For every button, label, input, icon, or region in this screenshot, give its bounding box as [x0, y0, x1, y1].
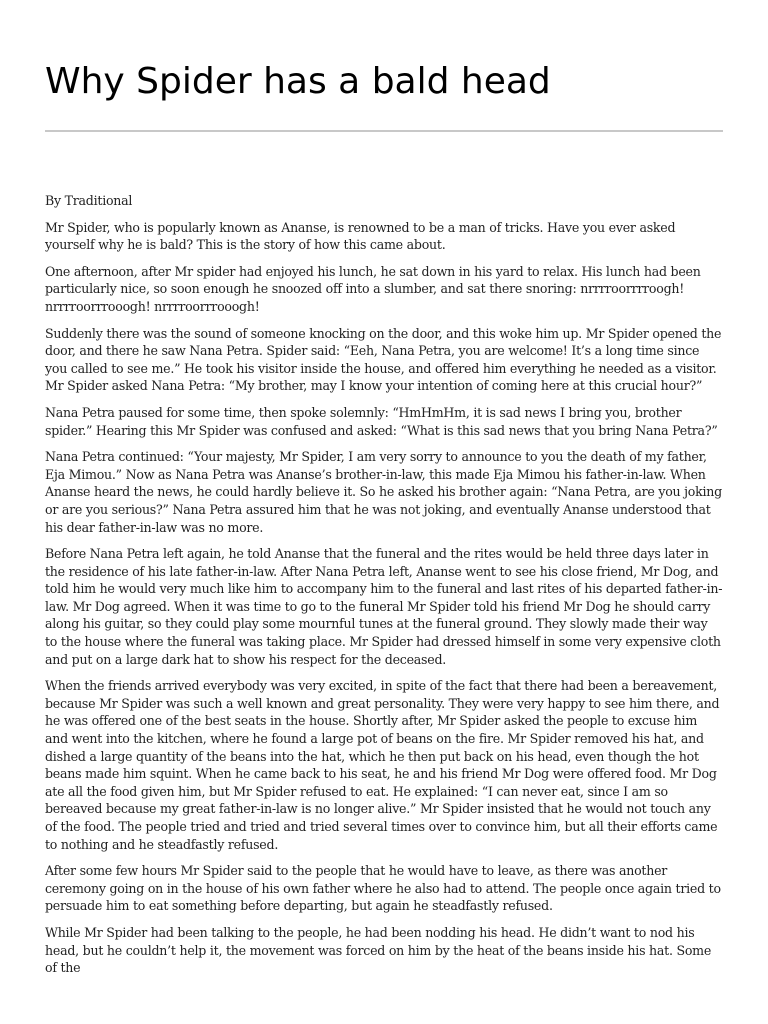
paragraph: Nana Petra continued: “Your majesty, Mr Spider, I am very sorry to announce to you the death of my father, Eja Mimou.” Now as Nana Petra was Ananse’s brother-in-law, this made Eja Mimou his father-in-law. When Ananse heard the news, he could hardly believe it. So he asked his brother again: “Nana Petra, are you joking or are you serious?” Nana Petra assured him that he was not joking, and eventually Ananse understood that his dear father-in-law was no more.	[45, 449, 722, 535]
paragraph: Suddenly there was the sound of someone knocking on the door, and this woke him up. Mr Spider opened the door, and there he saw Nana Petra. Spider said: “Eeh, Nana Petra, you are welcome! It’s a long time since you called to see me.” He took his visitor inside the house, and offered him everything he needed as a visitor. Mr Spider asked Nana Petra: “My brother, may I know your intention of coming here at this crucial hour?”	[45, 325, 722, 394]
byline: By Traditional	[45, 193, 133, 208]
paragraph: After some few hours Mr Spider said to the people that he would have to leave, as there was another ceremony going on in the house of his own father where he also had to attend. The people once again tried to persuade him to eat something before departing, but again he steadfastly refused.	[45, 863, 721, 914]
title-divider	[45, 130, 723, 132]
paragraph: One afternoon, after Mr spider had enjoyed his lunch, he sat down in his yard to relax. His lunch had been particularly nice, so soon enough he snoozed off into a slumber, and sat there snoring: nrrrroorrrroogh! nrrrroorrrooogh! nrrrroorrrooogh!	[45, 263, 701, 314]
paragraph: When the friends arrived everybody was very excited, in spite of the fact that there had been a bereavement, because Mr Spider was such a well known and great personality. They were very happy to see him there, and he was offered one of the best seats in the house. Shortly after, Mr Spider asked the people to excuse him and went into the kitchen, where he found a large pot of beans on the fire. Mr Spider removed his hat, and dished a large quantity of the beans into the hat, which he then put back on his head, even though the hot beans made him squint. When he came back to his seat, he and his friend Mr Dog were offered food. Mr Dog ate all the food given him, but Mr Spider refused to eat. He explained: “I can never eat, since I am so bereaved because my great father-in-law is no longer alive.” Mr Spider insisted that he would not touch any of the food. The people tried and tried and tried several times over to convince him, but all their efforts came to nothing and he steadfastly refused.	[45, 678, 720, 852]
paragraph: Before Nana Petra left again, he told Ananse that the funeral and the rites would be held three days later in the residence of his late father-in-law. After Nana Petra left, Ananse went to see his close friend, Mr Dog, and told him he would very much like him to accompany him to the funeral and last rites of his departed father-in-law. Mr Dog agreed. When it was time to go to the funeral Mr Spider told his friend Mr Dog he should carry along his guitar, so they could play some mournful tunes at the funeral ground. They slowly made their way to the house where the funeral was taking place. Mr Spider had dressed himself in some very expensive cloth and put on a large dark hat to show his respect for the deceased.	[45, 546, 723, 667]
story-body	[45, 192, 723, 986]
paragraph: While Mr Spider had been talking to the people, he had been nodding his head. He didn’t want to nod his head, but he couldn’t help it, the movement was forced on him by the heat of the beans inside his hat. Some of the	[45, 924, 712, 976]
paragraph: Mr Spider, who is popularly known as Ananse, is renowned to be a man of tricks. Have you ever asked yourself why he is bald? This is the story of how this came about.	[45, 219, 676, 253]
paragraph: Nana Petra paused for some time, then spoke solemnly: “HmHmHm, it is sad news I bring you, brother spider.” Hearing this Mr Spider was confused and asked: “What is this sad news that you bring Nana Petra?”	[45, 404, 718, 438]
page-title: Why Spider has a bald head	[45, 61, 551, 102]
